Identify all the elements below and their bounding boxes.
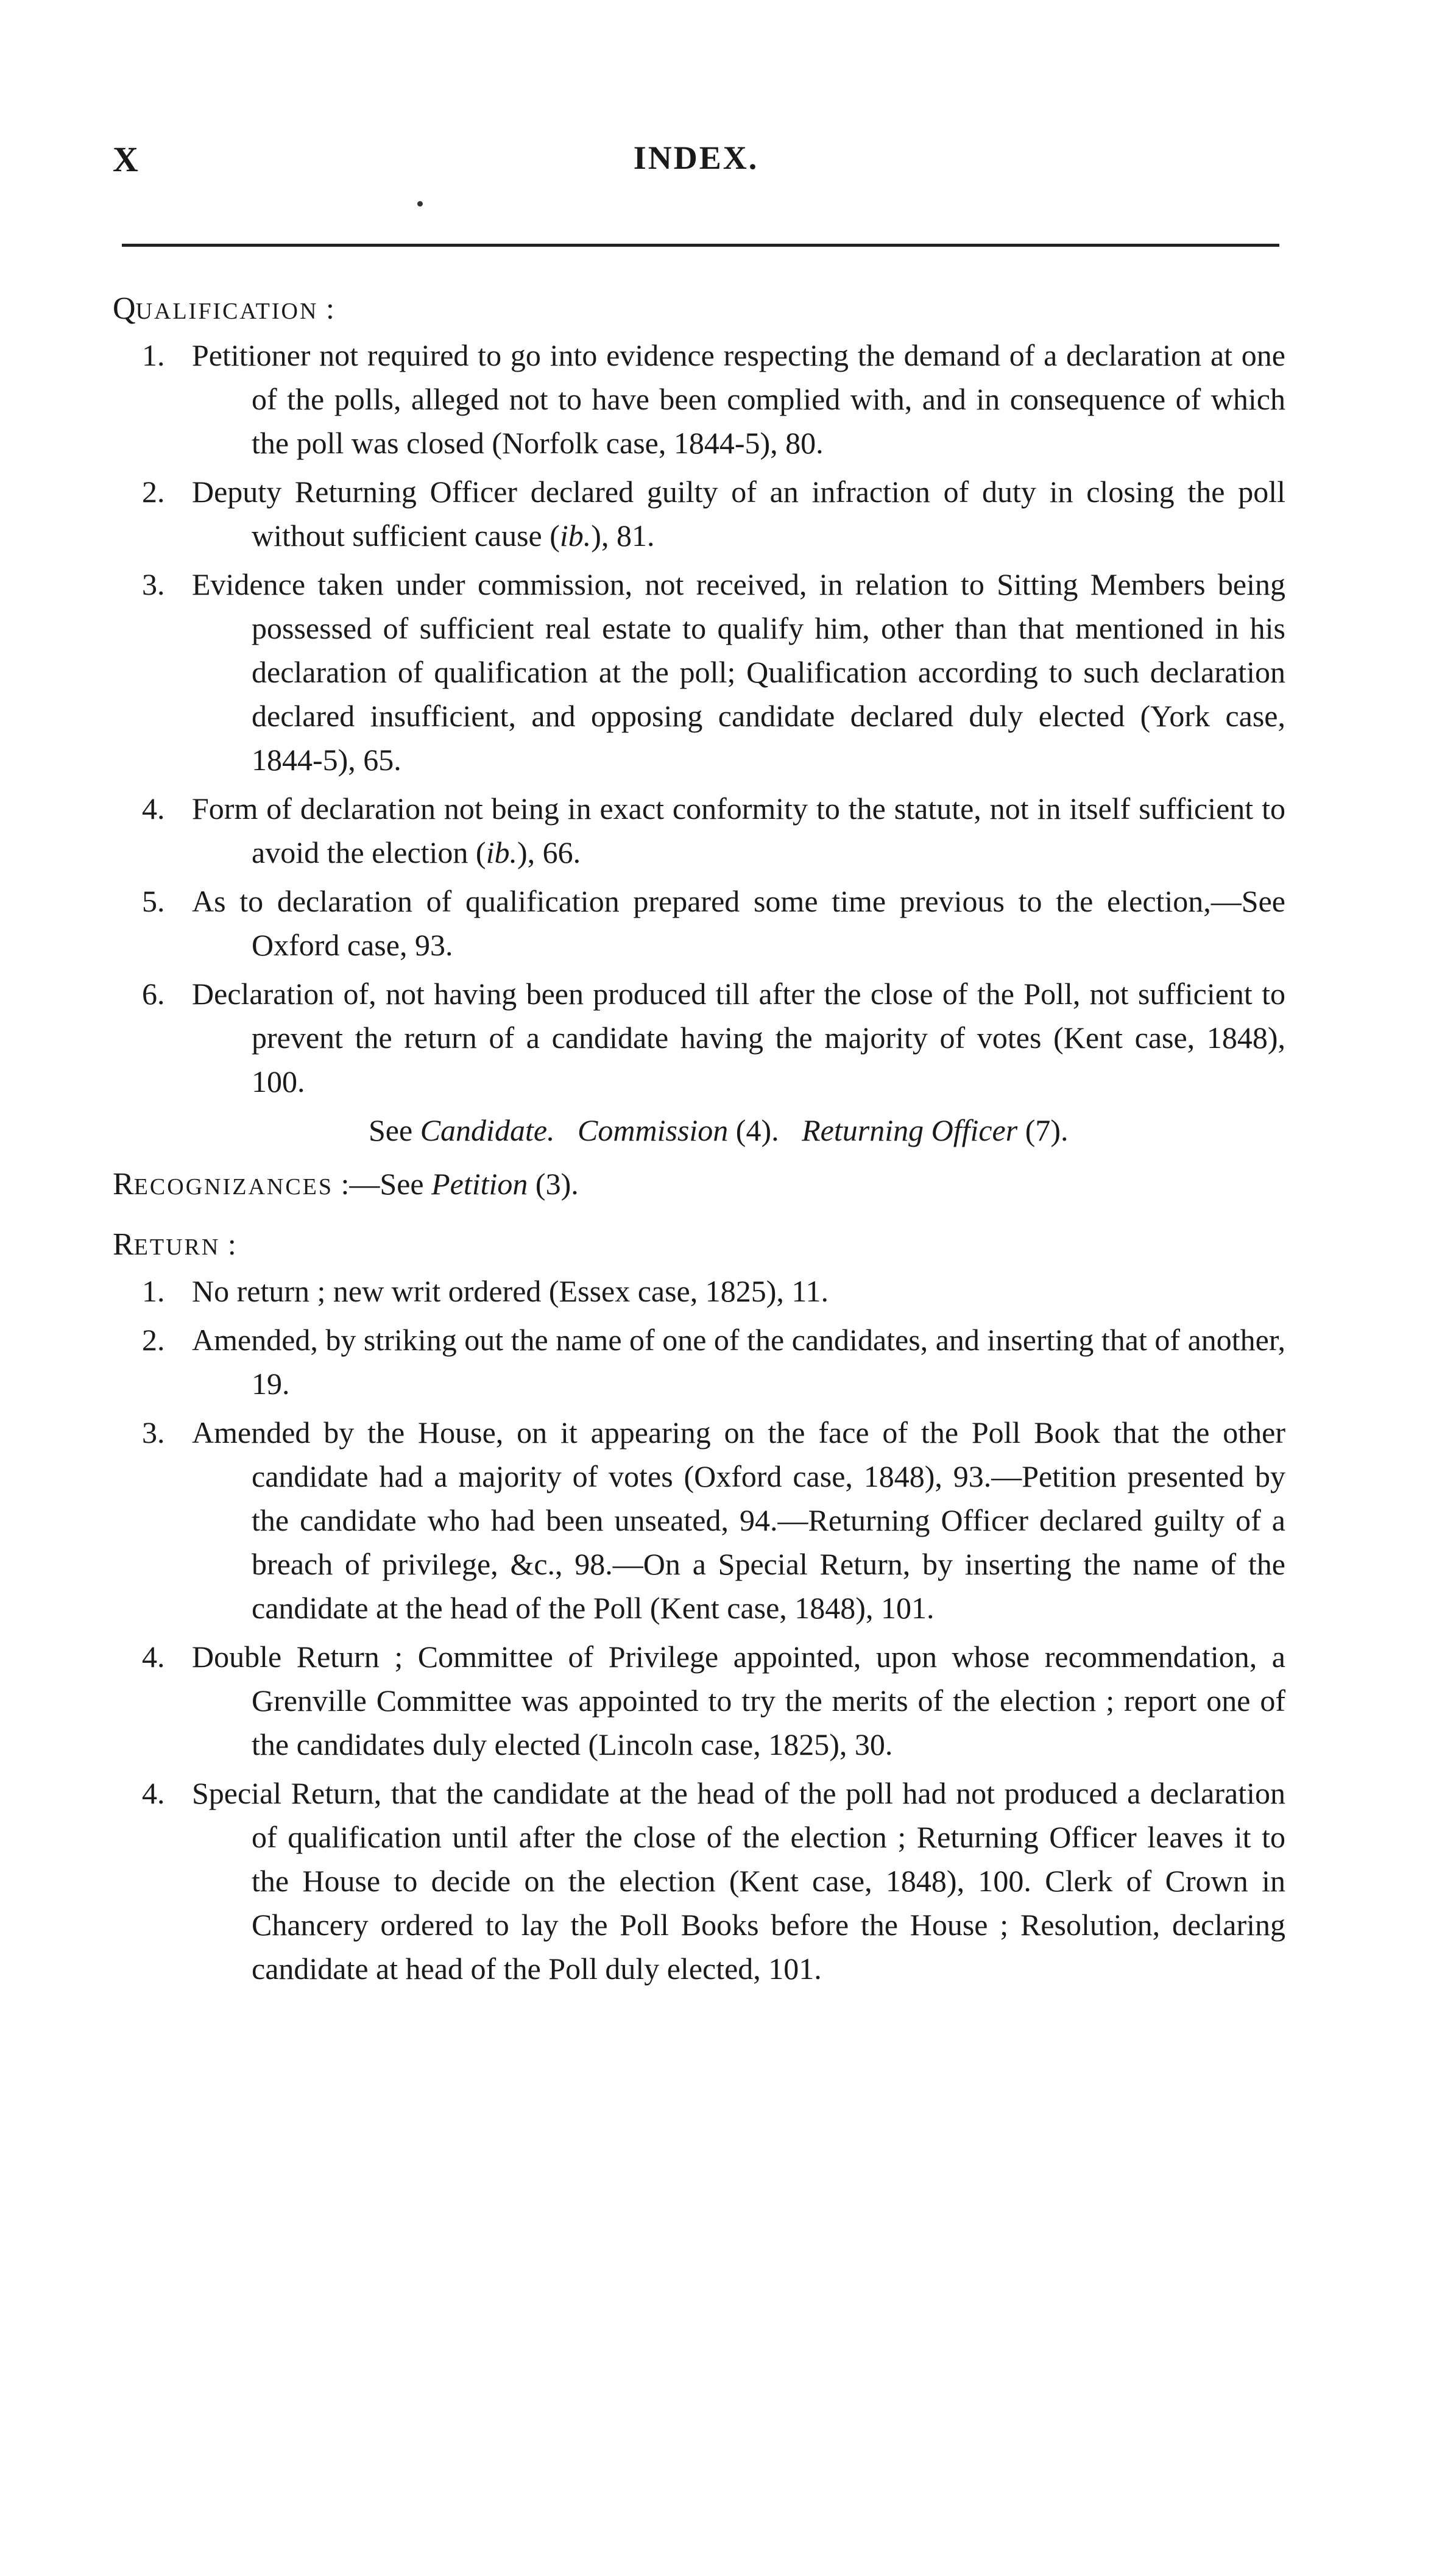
return-entry-3 xyxy=(113,1411,1285,1630)
entry-text: As to declaration of qualification prepared some time previous to the election,—See Oxford case, 93. xyxy=(192,884,1285,962)
return-entry-1 xyxy=(113,1269,1285,1313)
see-also-lead: See xyxy=(369,1113,420,1147)
entry-text: Evidence taken under commission, not received, in relation to Sitting Members being possessed of sufficient real estate to qualify him, other than that mentioned in his declaration of qualification at the poll; Qualification according to such declaration declared insufficient, and opposing candidate declared duly elected (York case, 1844-5), 65. xyxy=(192,567,1285,777)
qualification-entry-3 xyxy=(113,562,1285,782)
qualification-entry-5 xyxy=(113,879,1285,967)
running-head: INDEX. xyxy=(633,140,759,176)
entry-italic: ib. xyxy=(486,835,517,869)
heading-qualification xyxy=(113,286,1285,333)
heading-recognizances xyxy=(113,1162,1285,1209)
return-entry-4 xyxy=(113,1635,1285,1766)
heading-smallcaps: UALIFICATION xyxy=(135,299,319,324)
return-entry-2 xyxy=(113,1318,1285,1406)
see-petition-link[interactable]: Petition xyxy=(431,1167,528,1201)
qualification-entry-6 xyxy=(113,972,1285,1103)
heading-initial: R xyxy=(113,1227,134,1262)
entry-text: No return ; new writ ordered (Essex case, 1825), 11. xyxy=(192,1274,829,1308)
heading-suffix: : xyxy=(220,1227,236,1261)
entry-number: 1. xyxy=(142,1274,165,1308)
entry-text: Double Return ; Committee of Privilege appointed, upon whose recommendation, a Grenville Committee was appointed to try the merits of the election ; report one of the candidates duly elected (Lincoln case, 1825), 30. xyxy=(192,1640,1285,1761)
heading-initial: Q xyxy=(113,291,136,326)
see-also-commission-num: (4). xyxy=(728,1113,779,1147)
index-content xyxy=(113,286,1285,1995)
see-also-candidate-link[interactable]: Candidate. xyxy=(420,1113,555,1147)
see-also-commission-link[interactable]: Commission xyxy=(578,1113,729,1147)
qualification-entry-1 xyxy=(113,333,1285,465)
entry-text: Amended by the House, on it appearing on the face of the Poll Book that the other candidate had a majority of votes (Oxford case, 1848), 93.—Petition presented by the candidate who had been unseated, 94.—Returning Officer declared guilty of a breach of privilege, &c., 98.—On a Special Return, by inserting the name of the candidate at the head of the Poll (Kent case, 1848), 101. xyxy=(192,1415,1285,1625)
entry-number: 4. xyxy=(142,1776,165,1810)
entry-number: 4. xyxy=(142,1640,165,1674)
entry-text: Declaration of, not having been produced till after the close of the Poll, not sufficient to prevent the return of a candidate having the majority of votes (Kent case, 1848), 100. xyxy=(192,977,1285,1099)
entry-number: 6. xyxy=(142,977,165,1011)
entry-text: Special Return, that the candidate at the head of the poll had not produced a declaration of qualification until after the close of the election ; Returning Officer leaves it to the House to decide on the election (Kent case, 1848), 100. Clerk of Crown in Chancery ordered to lay the Poll Books before the House ; Resolution, declaring candidate at head of the Poll duly elected, 101. xyxy=(192,1776,1285,1986)
entry-number: 2. xyxy=(142,1323,165,1357)
entry-text: Deputy Returning Officer declared guilty of an infraction of duty in closing the poll without sufficient cause ( xyxy=(192,475,1285,553)
return-entry-5 xyxy=(113,1771,1285,1991)
entry-text-end: ), 81. xyxy=(591,519,655,553)
see-also-returning-officer-num: (7). xyxy=(1017,1113,1069,1147)
see-also-returning-officer-link[interactable]: Returning Officer xyxy=(802,1113,1018,1147)
entry-number: 3. xyxy=(142,567,165,601)
qualification-entry-2 xyxy=(113,470,1285,558)
see-petition-num: (3). xyxy=(528,1167,579,1201)
heading-initial: R xyxy=(113,1167,134,1202)
entry-number: 3. xyxy=(142,1415,165,1450)
entry-italic: ib. xyxy=(559,519,592,553)
heading-suffix: :—See xyxy=(333,1167,432,1201)
qualification-see-also xyxy=(113,1108,1285,1152)
heading-return xyxy=(113,1222,1285,1269)
heading-smallcaps: ECOGNIZANCES xyxy=(133,1174,334,1200)
entry-number: 5. xyxy=(142,884,165,918)
heading-smallcaps: ETURN xyxy=(133,1234,221,1260)
entry-text: Amended, by striking out the name of one of the candidates, and inserting that of another, 19. xyxy=(192,1323,1285,1401)
entry-text-end: ), 66. xyxy=(517,835,581,869)
ink-speck xyxy=(417,201,423,207)
entry-number: 2. xyxy=(142,475,165,509)
header-rule xyxy=(122,244,1279,247)
entry-text: Form of declaration not being in exact conformity to the statute, not in itself sufficient to avoid the election ( xyxy=(192,791,1285,869)
entry-text: Petitioner not required to go into evidence respecting the demand of a declaration at one of the polls, alleged not to have been complied with, and in consequence of which the poll was closed (Norfolk case, 1844-5), 80. xyxy=(192,338,1285,460)
heading-suffix: : xyxy=(318,291,334,325)
page-header xyxy=(113,139,1279,194)
entry-number: 1. xyxy=(142,338,165,372)
entry-number: 4. xyxy=(142,791,165,826)
qualification-entry-4 xyxy=(113,787,1285,874)
page-number: X xyxy=(113,140,140,179)
